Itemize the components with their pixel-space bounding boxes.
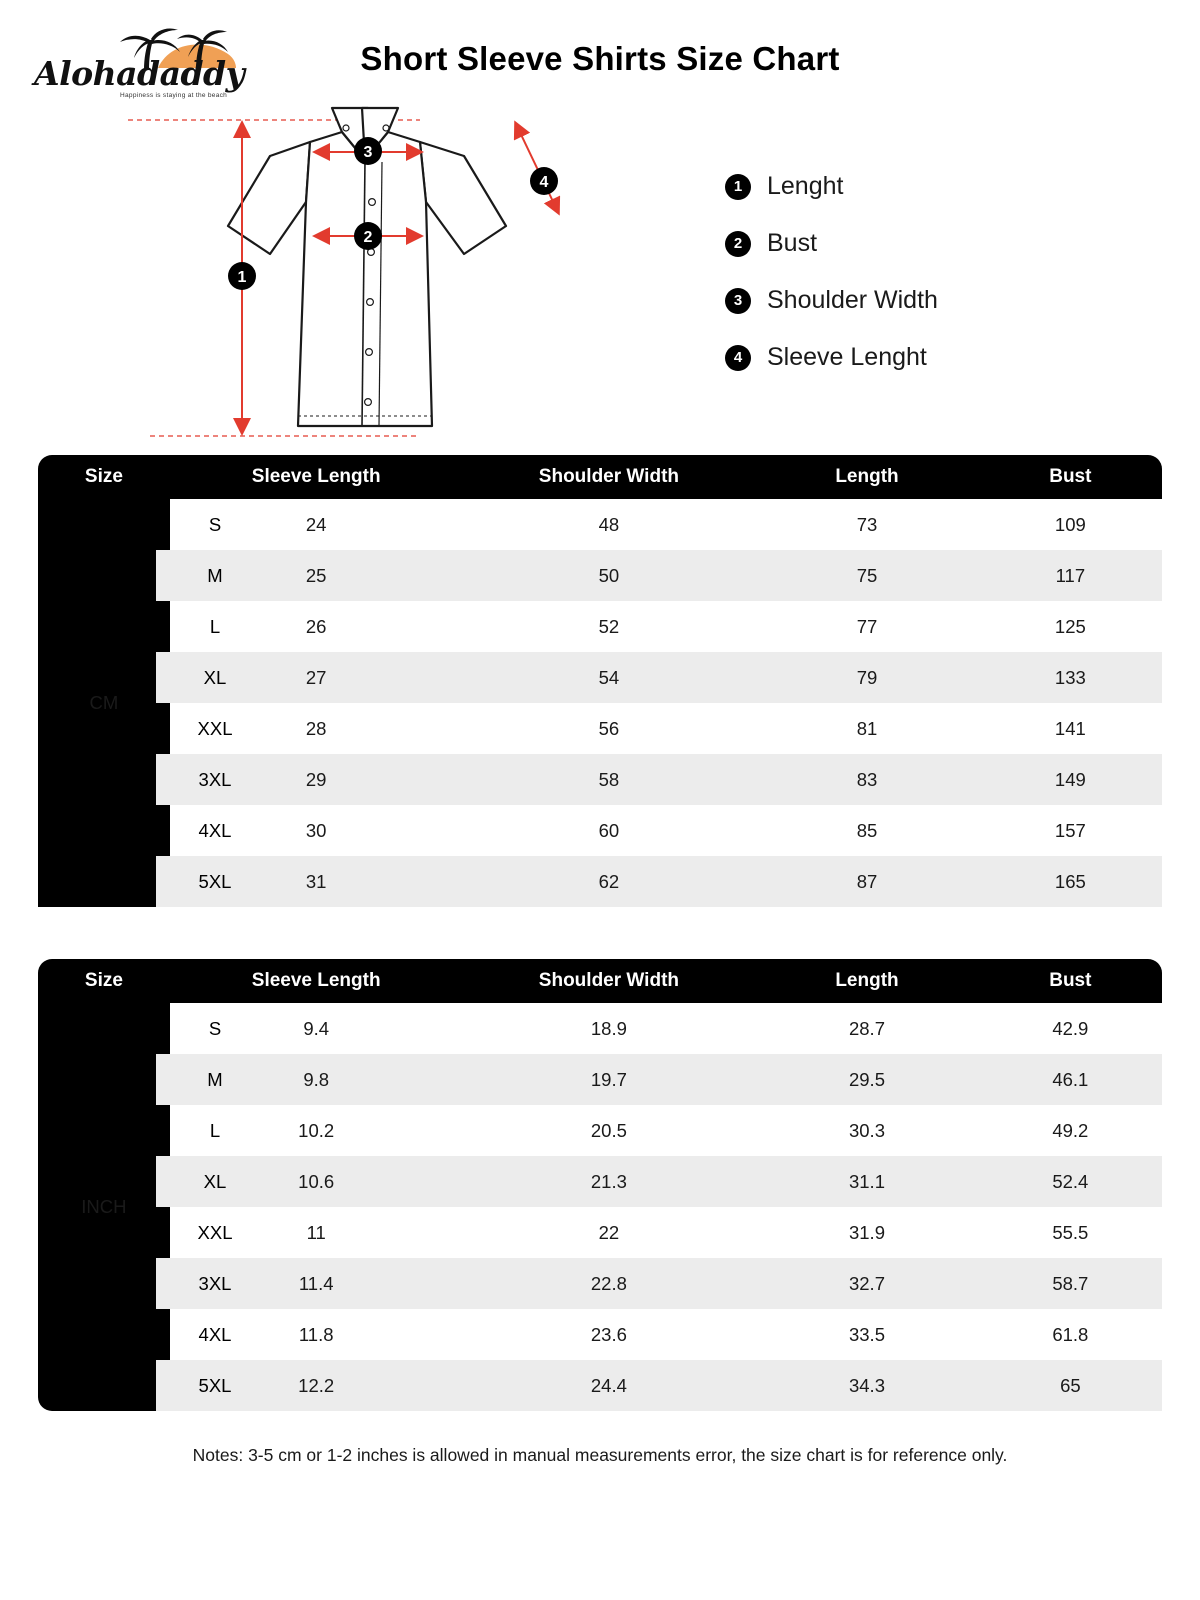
page-title: Short Sleeve Shirts Size Chart — [360, 40, 840, 77]
col-head-sleeve-length: Sleeve Length — [170, 455, 463, 499]
cell-shoulder: 54 — [463, 652, 756, 703]
legend-label-2: Bust — [767, 229, 818, 257]
table-spacer — [0, 907, 1200, 959]
notes-text: Notes: 3-5 cm or 1-2 inches is allowed in manual measurements error, the size chart is for reference only. — [192, 1445, 1008, 1465]
inch-size-table-wrap — [38, 959, 1162, 1411]
cell-bust: 42.9 — [979, 1003, 1162, 1054]
cell-size: 3XL — [156, 754, 274, 805]
diagram-legend — [725, 172, 1145, 400]
cell-size: M — [156, 1054, 274, 1105]
cell-length: 34.3 — [755, 1360, 978, 1411]
brand-tagline: Happiness is staying at the beach — [120, 92, 228, 99]
cell-length: 32.7 — [755, 1258, 978, 1309]
cell-sleeve: 31 — [170, 856, 463, 907]
svg-text:2: 2 — [363, 229, 373, 246]
legend-item-sleeve-length — [725, 343, 1145, 372]
cell-sleeve: 10.2 — [170, 1105, 463, 1156]
cell-size: XL — [156, 652, 274, 703]
cell-bust: 141 — [979, 703, 1162, 754]
cell-bust: 65 — [979, 1360, 1162, 1411]
legend-label-1: Lenght — [767, 172, 844, 200]
cell-size: XXL — [197, 1222, 233, 1243]
cell-sleeve: 28 — [170, 703, 463, 754]
cell-shoulder: 22.8 — [463, 1258, 756, 1309]
cell-length: 31.9 — [755, 1207, 978, 1258]
cell-length: 87 — [755, 856, 978, 907]
cell-length: 28.7 — [755, 1003, 978, 1054]
cell-bust: 46.1 — [979, 1054, 1162, 1105]
cell-length: 29.5 — [755, 1054, 978, 1105]
col-head-length: Length — [755, 959, 978, 1003]
legend-badge-1: 1 — [725, 174, 751, 200]
cell-bust: 61.8 — [979, 1309, 1162, 1360]
cell-size: L — [209, 1120, 221, 1141]
cell-shoulder: 21.3 — [463, 1156, 756, 1207]
svg-text:3: 3 — [363, 144, 373, 161]
cell-size: 4XL — [198, 820, 232, 841]
cell-size: 5XL — [156, 1360, 274, 1411]
cell-bust: 133 — [979, 652, 1162, 703]
cell-bust: 52.4 — [979, 1156, 1162, 1207]
page-header — [0, 0, 1200, 110]
unit-label-inch: INCH — [38, 1003, 170, 1411]
legend-badge-2: 2 — [725, 231, 751, 257]
cell-sleeve: 27 — [170, 652, 463, 703]
cell-bust: 149 — [979, 754, 1162, 805]
cell-sleeve: 10.6 — [170, 1156, 463, 1207]
cell-shoulder: 20.5 — [463, 1105, 756, 1156]
cell-sleeve: 11 — [170, 1207, 463, 1258]
cell-length: 31.1 — [755, 1156, 978, 1207]
legend-item-shoulder-width — [725, 286, 1145, 315]
cell-shoulder: 24.4 — [463, 1360, 756, 1411]
cell-shoulder: 58 — [463, 754, 756, 805]
cell-length: 77 — [755, 601, 978, 652]
legend-badge-3: 3 — [725, 288, 751, 314]
col-head-size: Size — [38, 455, 170, 499]
cell-bust: 49.2 — [979, 1105, 1162, 1156]
cell-size: S — [208, 514, 222, 535]
cell-length: 30.3 — [755, 1105, 978, 1156]
cell-length: 79 — [755, 652, 978, 703]
cell-bust: 109 — [979, 499, 1162, 550]
col-head-bust: Bust — [979, 455, 1162, 499]
cell-shoulder: 60 — [463, 805, 756, 856]
cm-size-table-wrap — [38, 455, 1162, 907]
svg-text:4: 4 — [539, 174, 549, 191]
cell-length: 85 — [755, 805, 978, 856]
cell-sleeve: 30 — [170, 805, 463, 856]
cell-bust: 165 — [979, 856, 1162, 907]
col-head-sleeve-length: Sleeve Length — [170, 959, 463, 1003]
cell-bust: 125 — [979, 601, 1162, 652]
table-header-row — [38, 455, 1162, 499]
measurement-diagram — [0, 110, 1200, 455]
cell-length: 83 — [755, 754, 978, 805]
cell-size: L — [209, 616, 221, 637]
cell-shoulder: 18.9 — [463, 1003, 756, 1054]
cell-shoulder: 48 — [463, 499, 756, 550]
cell-sleeve: 9.8 — [170, 1054, 463, 1105]
cm-size-col — [156, 499, 274, 907]
cell-shoulder: 22 — [463, 1207, 756, 1258]
cell-shoulder: 52 — [463, 601, 756, 652]
cell-size: XXL — [197, 718, 233, 739]
cell-bust: 58.7 — [979, 1258, 1162, 1309]
cell-size: 3XL — [156, 1258, 274, 1309]
cell-shoulder: 56 — [463, 703, 756, 754]
cell-sleeve: 11.4 — [170, 1258, 463, 1309]
cell-sleeve: 11.8 — [170, 1309, 463, 1360]
col-head-shoulder-width: Shoulder Width — [463, 455, 756, 499]
cell-length: 75 — [755, 550, 978, 601]
cell-size: 5XL — [156, 856, 274, 907]
cell-sleeve: 25 — [170, 550, 463, 601]
cell-shoulder: 62 — [463, 856, 756, 907]
col-head-bust: Bust — [979, 959, 1162, 1003]
cell-size: XL — [156, 1156, 274, 1207]
cell-shoulder: 50 — [463, 550, 756, 601]
cell-bust: 117 — [979, 550, 1162, 601]
cell-size: M — [156, 550, 274, 601]
col-head-length: Length — [755, 455, 978, 499]
cell-length: 33.5 — [755, 1309, 978, 1360]
legend-item-bust — [725, 229, 1145, 258]
legend-label-3: Shoulder Width — [767, 286, 938, 314]
cell-size: S — [208, 1018, 222, 1039]
cell-shoulder: 19.7 — [463, 1054, 756, 1105]
cell-sleeve: 29 — [170, 754, 463, 805]
inch-size-col — [156, 1003, 274, 1411]
brand-name: Alohadaddy — [34, 54, 245, 93]
shirt-illustration — [120, 106, 640, 456]
cell-size: 4XL — [198, 1324, 232, 1345]
cell-sleeve: 24 — [170, 499, 463, 550]
table-header-row — [38, 959, 1162, 1003]
cell-bust: 55.5 — [979, 1207, 1162, 1258]
cell-length: 73 — [755, 499, 978, 550]
legend-item-length — [725, 172, 1145, 201]
svg-text:1: 1 — [237, 269, 247, 286]
cell-sleeve: 12.2 — [170, 1360, 463, 1411]
col-head-size: Size — [38, 959, 170, 1003]
cell-sleeve: 26 — [170, 601, 463, 652]
legend-badge-4: 4 — [725, 345, 751, 371]
col-head-shoulder-width: Shoulder Width — [463, 959, 756, 1003]
cell-shoulder: 23.6 — [463, 1309, 756, 1360]
legend-label-4: Sleeve Lenght — [767, 343, 927, 371]
cell-length: 81 — [755, 703, 978, 754]
unit-label-cm: CM — [38, 499, 170, 907]
cell-sleeve: 9.4 — [170, 1003, 463, 1054]
cell-bust: 157 — [979, 805, 1162, 856]
